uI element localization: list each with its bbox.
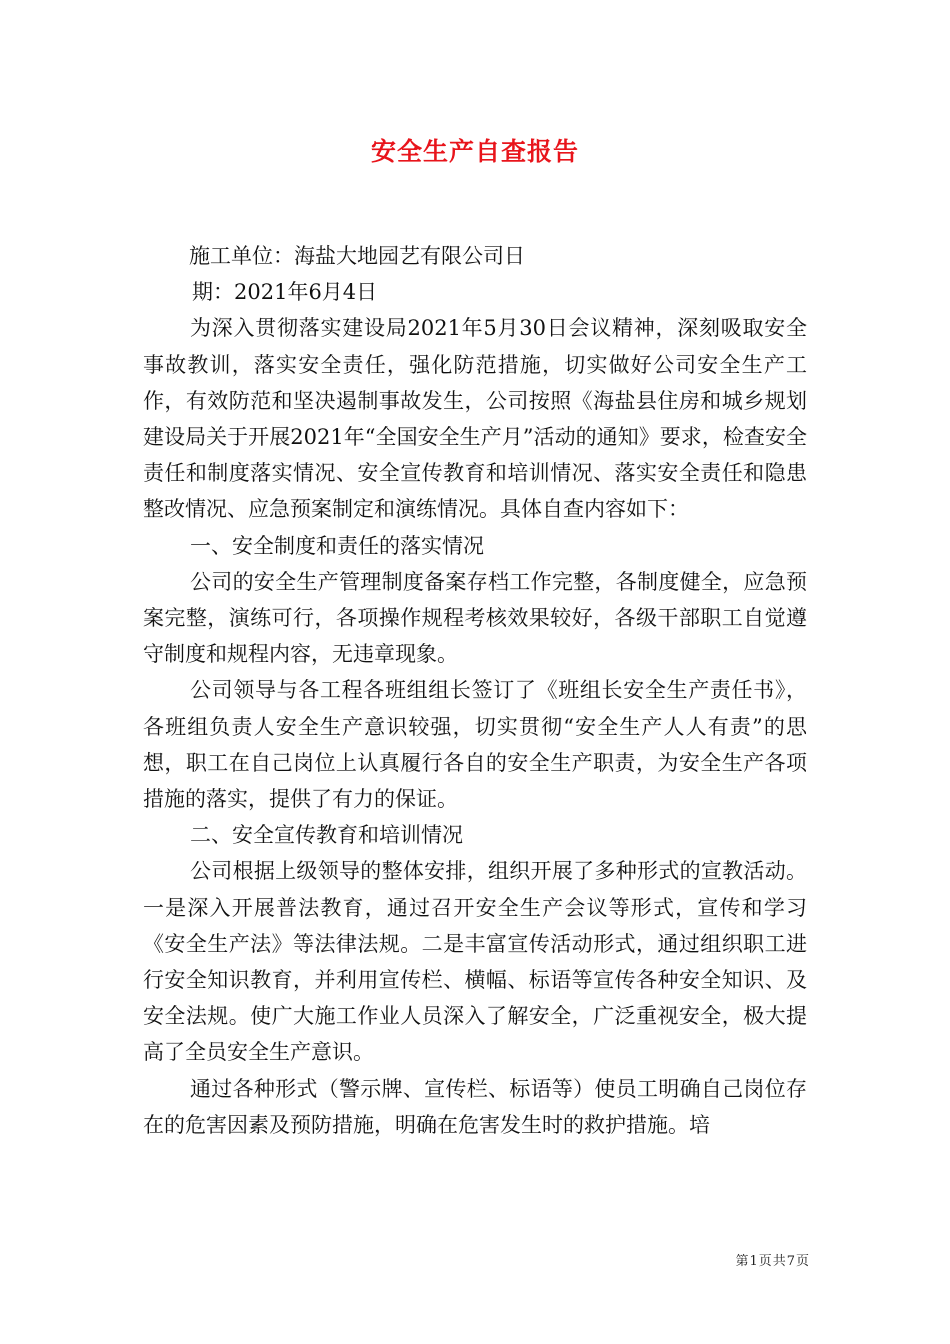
paragraph-responsibility-contract: 公司领导与各工程各班组组长签订了《班组长安全生产责任书》，各班组负责人安全生产意识较强，切实贯彻“安全生产人人有责”的思想，职工在自己岗位上认真履行各自的安全生产职责，为安全生产各项措施的落实，提供了有力的保证。 (143, 678, 807, 812)
date-line: 期：2021年6月4日 (192, 280, 378, 305)
section-heading-1: 一、安全制度和责任的落实情况 (190, 533, 484, 558)
paragraph-warning-signs: 通过各种形式（警示牌、宣传栏、标语等）使员工明确自己岗位存在的危害因素及预防措施，明确在危害发生时的救护措施。培 (143, 1076, 807, 1137)
paragraph-system-management: 公司的安全生产管理制度备案存档工作完整，各制度健全，应急预案完整，演练可行，各项操作规程考核效果较好，各级干部职工自觉遵守制度和规程内容，无违章现象。 (143, 569, 807, 667)
section-heading-2: 二、安全宣传教育和培训情况 (190, 823, 463, 848)
document-body (143, 238, 807, 1143)
construction-unit-line: 施工单位：海盐大地园艺有限公司日 (189, 244, 525, 268)
paragraph-education-activities: 公司根据上级领导的整体安排，组织开展了多种形式的宣教活动。一是深入开展普法教育，通过召开安全生产会议等形式，宣传和学习《安全生产法》等法律法规。二是丰富宣传活动形式，通过组织职工进行安全知识教育，并利用宣传栏、横幅、标语等宣传各种安全知识、及安全法规。使广大施工作业人员深入了解安全，广泛重视安全，极大提高了全员安全生产意识。 (143, 859, 807, 1065)
paragraph-intro: 为深入贯彻落实建设局2021年5月30日会议精神，深刻吸取安全事故教训，落实安全责任，强化防范措施，切实做好公司安全生产工作，有效防范和坚决遏制事故发生，公司按照《海盐县住房和城乡规划建设局关于开展2021年“全国安全生产月”活动的通知》要求，检查安全责任和制度落实情况、安全宣传教育和培训情况、落实安全责任和隐患整改情况、应急预案制定和演练情况。具体自查内容如下： (143, 316, 807, 522)
page-number: 第1页共7页 (735, 1254, 810, 1269)
document-title: 安全生产自查报告 (370, 137, 579, 166)
